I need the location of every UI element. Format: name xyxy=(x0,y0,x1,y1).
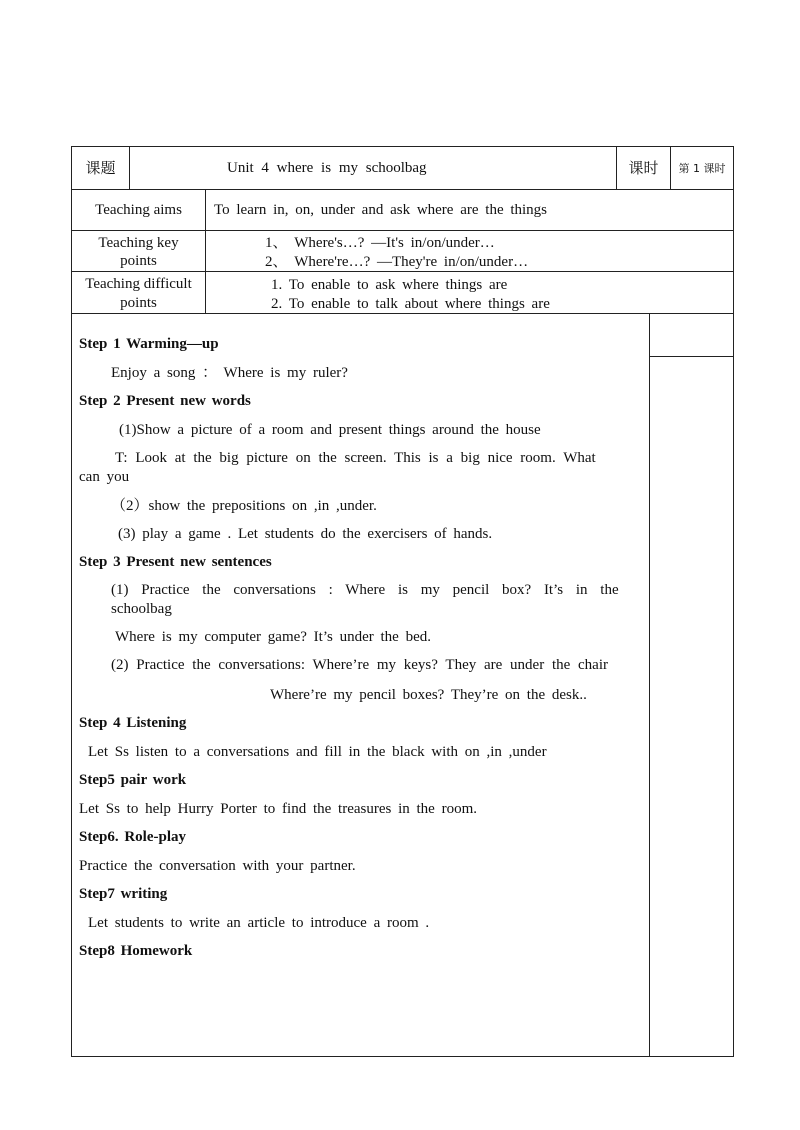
step-4-line: Let Ss listen to a conversations and fill in the black with on ,in ,under xyxy=(88,744,547,760)
step-6-line: Practice the conversation with your partner. xyxy=(79,858,356,874)
table-border-right xyxy=(733,146,734,1057)
aims-label: Teaching aims xyxy=(95,202,182,218)
row-divider xyxy=(71,189,734,190)
difficult-points-label-2: points xyxy=(120,295,157,311)
step-3-line: schoolbag xyxy=(111,601,172,617)
step-5-title: Step5 pair work xyxy=(79,772,187,788)
step-2-line: T: Look at the big picture on the screen. This is a big nice room. What xyxy=(115,450,596,466)
step-2-line: can you xyxy=(79,469,130,485)
step-3-line: (1) Practice the conversations : Where is my pencil box? It’s in the xyxy=(111,582,619,598)
step-7-line: Let students to write an article to introduce a room . xyxy=(88,915,430,931)
table-border-bottom xyxy=(71,1056,734,1057)
right-column-divider xyxy=(649,356,734,357)
step-4-title: Step 4 Listening xyxy=(79,715,187,731)
step-2-line: （2）show the prepositions on ,in ,under. xyxy=(111,498,377,514)
key-points-label: Teaching key xyxy=(98,235,179,251)
step-2-line: (3) play a game . Let students do the exercisers of hands. xyxy=(118,526,493,542)
step-6-title: Step6. Role-play xyxy=(79,829,186,845)
row-divider xyxy=(71,230,734,231)
step-3-line: (2) Practice the conversations: Where’re my keys? They are under the chair xyxy=(111,657,608,673)
col-divider xyxy=(205,189,206,313)
period-label: 课时 xyxy=(628,159,659,177)
step-3-title: Step 3 Present new sentences xyxy=(79,554,272,570)
col-divider xyxy=(129,146,130,189)
step-1-line: Enjoy a song ： Where is my ruler? xyxy=(111,365,348,381)
key-point-2: 2、 Where're…? —They're in/on/under… xyxy=(265,254,529,270)
row-divider xyxy=(71,271,734,272)
step-5-line: Let Ss to help Hurry Porter to find the treasures in the room. xyxy=(79,801,478,817)
difficult-point-2: 2. To enable to talk about where things are xyxy=(271,296,550,312)
step-2-line: (1)Show a picture of a room and present things around the house xyxy=(119,422,541,438)
lesson-label: 课题 xyxy=(85,159,116,177)
step-2-title: Step 2 Present new words xyxy=(79,393,251,409)
step-1-title: Step 1 Warming—up xyxy=(79,336,219,352)
step-3-line: Where’re my pencil boxes? They’re on the desk.. xyxy=(270,687,587,703)
table-border-top xyxy=(71,146,734,147)
row-divider xyxy=(71,313,734,314)
period-value: 第 1 课时 xyxy=(678,162,726,175)
step-3-line: Where is my computer game? It’s under the bed. xyxy=(115,629,431,645)
lesson-title: Unit 4 where is my schoolbag xyxy=(227,160,427,176)
key-point-1: 1、 Where's…? —It's in/on/under… xyxy=(265,235,495,251)
aims-text: To learn in, on, under and ask where are the things xyxy=(214,202,548,218)
key-points-label-2: points xyxy=(120,253,157,269)
difficult-point-1: 1. To enable to ask where things are xyxy=(271,277,508,293)
col-divider xyxy=(649,313,650,1056)
step-7-title: Step7 writing xyxy=(79,886,168,902)
step-8-title: Step8 Homework xyxy=(79,943,193,959)
difficult-points-label: Teaching difficult xyxy=(85,276,192,292)
